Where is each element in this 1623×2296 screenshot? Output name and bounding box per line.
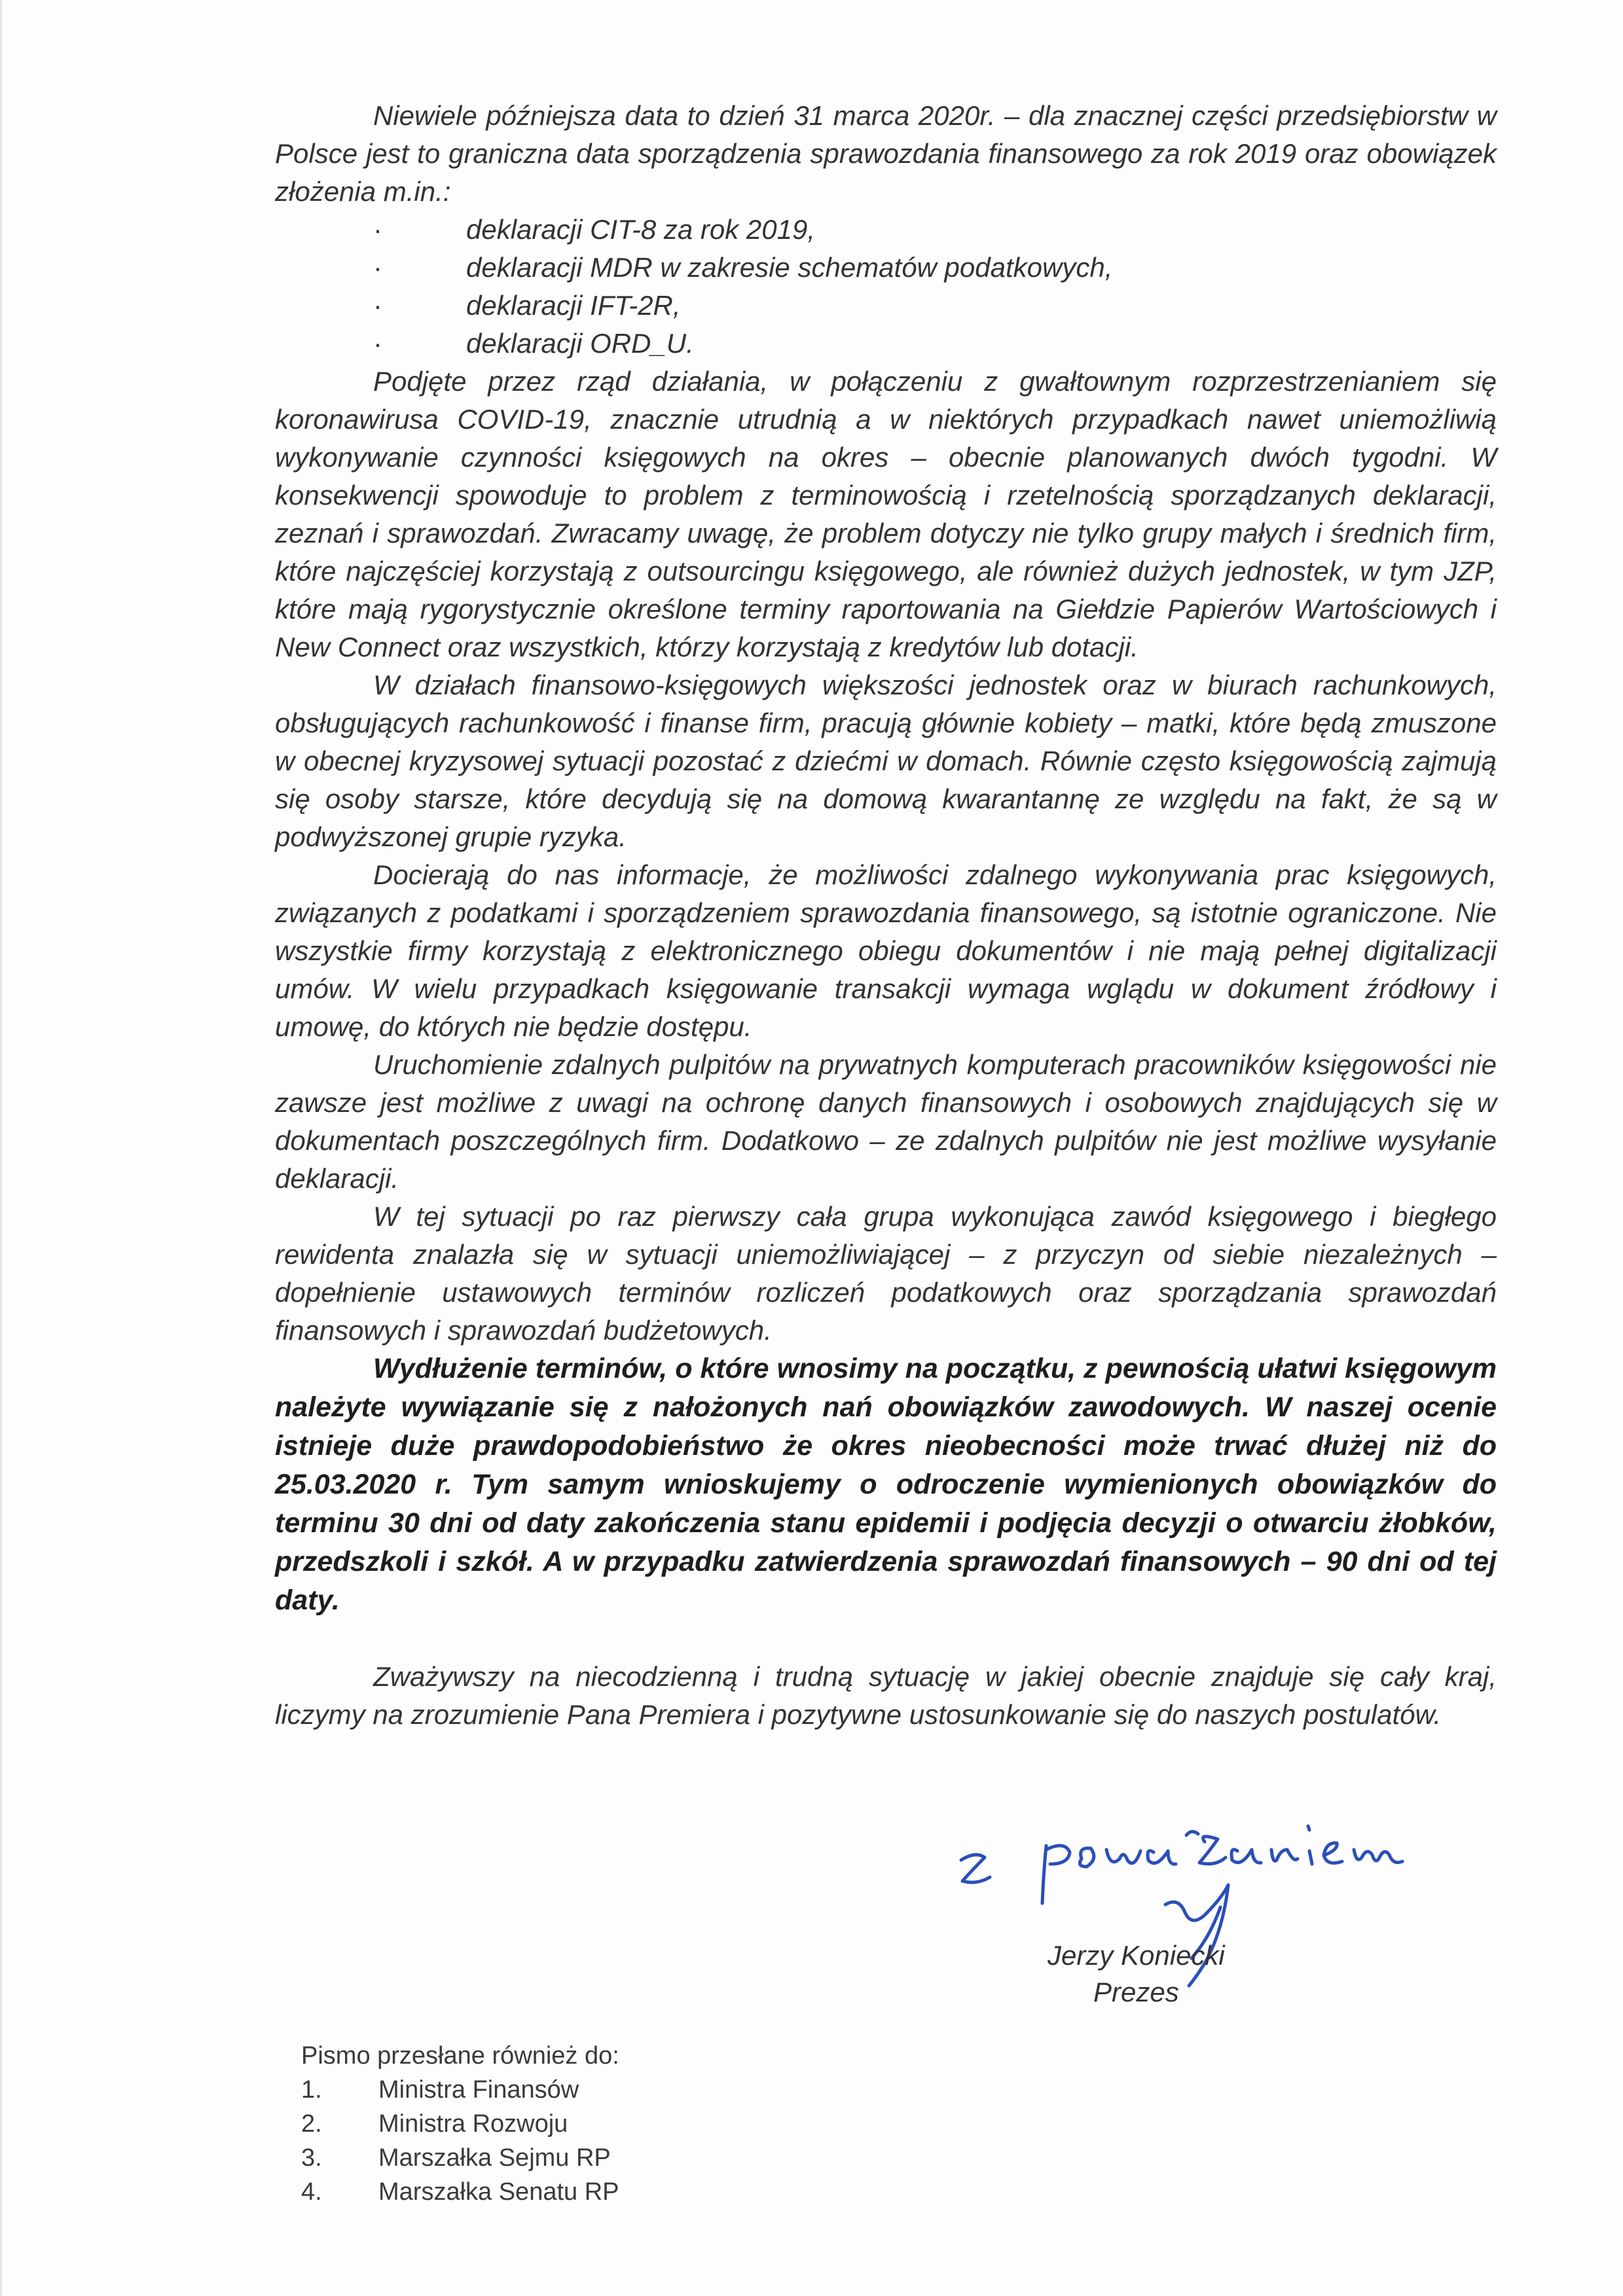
cc-list [301,2073,619,2209]
list-item [301,2175,619,2209]
list-number: 1. [301,2076,322,2104]
paragraph-request: Wydłużenie terminów, o które wnosimy na początku, z pewnością ułatwi księgowym należyte wywiązanie się z nałożonych nań obowiązków zawodowych. W naszej ocenie istnieje duże prawdopodobieństwo że okres nieobecności może trwać dłużej niż do 25.03.2020 r. Tym samym wnioskujemy o odroczenie wymienionych obowiązków do terminu 30 dni od daty zakończenia stanu epidemii i podjęcia decyzji o otwarciu żłobków, przedszkoli i szkół. A w przypadku zatwierdzenia sprawozdań finansowych – 90 dni od tej daty. [275,1353,1497,1616]
list-item: · deklaracji MDR w zakresie schematów podatkowych, [275,249,1497,287]
list-label: Ministra Finansów [378,2076,579,2104]
list-item [301,2073,619,2107]
paragraph-remote-work: Docierają do nas informacje, że możliwości zdalnego wykonywania prac księgowych, związanych z podatkami i sporządzeniem sprawozdania finansowego, są istotnie ograniczone. Nie wszystkie firmy korzystają z elektronicznego obiegu dokumentów i nie mają pełnej digitalizacji umów. W wielu przypadkach księgowanie transakcji wymaga wglądu w dokument źródłowy i umowę, do których nie będzie dostępu. [275,859,1497,1042]
signer-name: Jerzy Koniecki [1048,1940,1225,1971]
signer-block [1048,1937,1225,2011]
list-item [301,2141,619,2175]
list-number: 4. [301,2178,322,2206]
signer-role: Prezes [1093,1977,1179,2007]
list-label: Marszałka Sejmu RP [378,2144,611,2172]
list-number: 3. [301,2144,322,2172]
paragraph-finance-departments: W działach finansowo-księgowych większości jednostek oraz w biurach rachunkowych, obsługujących rachunkowość i finanse firm, pracują głównie kobiety – matki, które będą zmuszone w obecnej kryzysowej sytuacji pozostać z dziećmi w domach. Równie często księgowością zajmują się osoby starsze, które decydują się na domową kwarantannę ze względu na fakt, że są w podwyższonej grupie ryzyka. [275,670,1497,852]
spacer [275,1620,1497,1658]
paragraph-deadline: Niewiele późniejsza data to dzień 31 marca 2020r. – dla znacznej części przedsiębiorstw w Polsce jest to graniczna data sporządzenia sprawozdania finansowego za rok 2019 oraz obowiązek złożenia m.in.: [275,100,1497,207]
paragraph-closing: Zważywszy na niecodzienną i trudną sytuację w jakiej obecnie znajduje się cały kraj, liczymy na zrozumienie Pana Premiera i pozytywne ustosunkowanie się do naszych postulatów. [275,1661,1497,1730]
letter-body [275,97,1497,1734]
list-label: Ministra Rozwoju [378,2110,568,2138]
paragraph-situation: W tej sytuacji po raz pierwszy cała grupa wykonująca zawód księgowego i biegłego rewidenta znalazła się w sytuacji uniemożliwiającej – z przyczyn od siebie niezależnych – dopełnienie ustawowych terminów rozliczeń podatkowych oraz sporządzania sprawozdań finansowych i sprawozdań budżetowych. [275,1201,1497,1346]
list-number: 2. [301,2110,322,2138]
paragraph-government-actions: Podjęte przez rząd działania, w połączeniu z gwałtownym rozprzestrzenianiem się koronawirusa COVID-19, znacznie utrudnią a w niektórych przypadkach nawet uniemożliwią wykonywanie czynności księgowych na okres – obecnie planowanych dwóch tygodni. W konsekwencji spowoduje to problem z terminowością i rzetelnością sporządzanych deklaracji, zeznań i sprawozdań. Zwracamy uwagę, że problem dotyczy nie tylko grupy małych i średnich firm, które najczęściej korzystają z outsourcingu księgowego, ale również dużych jednostek, w tym JZP, które mają rygorystycznie określone terminy raportowania na Giełdzie Papierów Wartościowych i New Connect oraz wszystkich, którzy korzystają z kredytów lub dotacji. [275,366,1497,662]
list-item [301,2107,619,2141]
cc-block [301,2039,619,2209]
declarations-list [275,211,1497,363]
list-label: Marszałka Senatu RP [378,2178,619,2206]
list-item: · deklaracji IFT-2R, [275,287,1497,325]
scan-edge [0,0,2,2296]
cc-title: Pismo przesłane również do: [301,2042,619,2070]
list-item: · deklaracji ORD_U. [275,325,1497,363]
paragraph-remote-desktops: Uruchomienie zdalnych pulpitów na prywatnych komputerach pracowników księgowości nie zawsze jest możliwe z uwagi na ochronę danych finansowych i osobowych znajdujących się w dokumentach poszczególnych firm. Dodatkowo – ze zdalnych pulpitów nie jest możliwe wysyłanie deklaracji. [275,1049,1497,1194]
list-item: · deklaracji CIT-8 za rok 2019, [275,211,1497,249]
